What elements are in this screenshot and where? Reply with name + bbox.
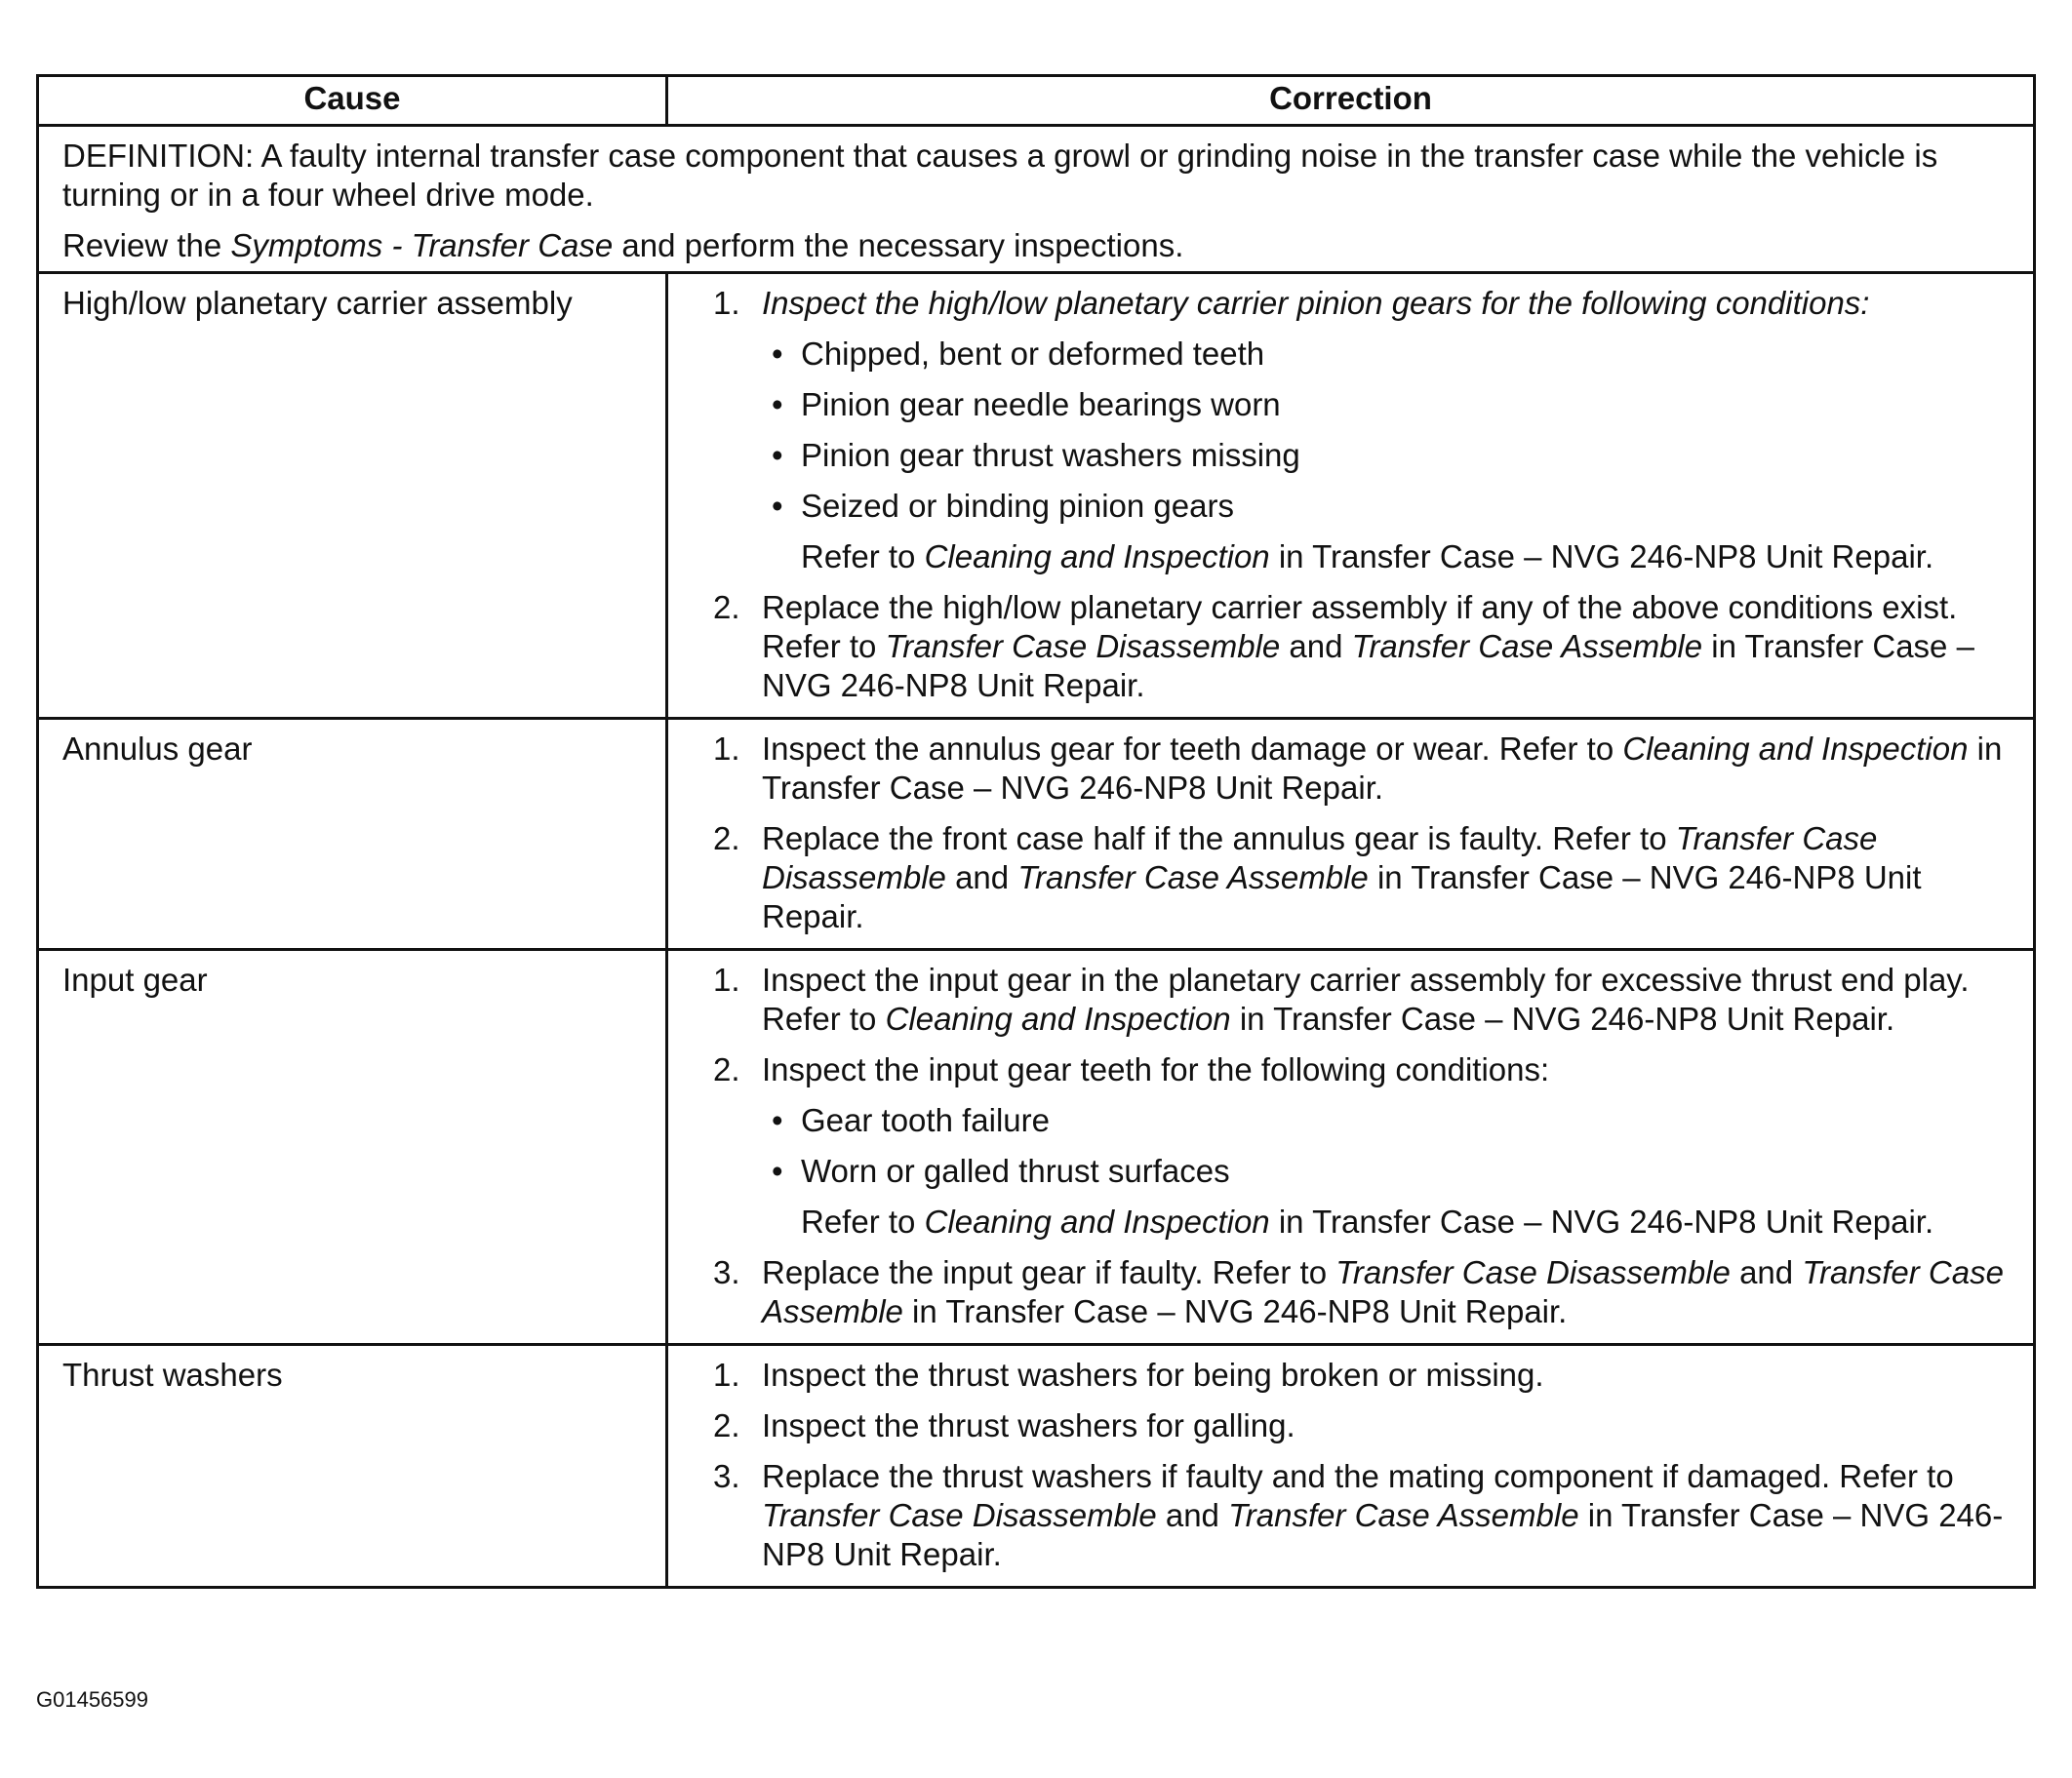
step-text: in Transfer Case – NVG 246-NP8 Unit Repair. [902, 1293, 1568, 1329]
step-text: Inspect the thrust washers for being broken or missing. [762, 1357, 1544, 1393]
step-number: 3. [713, 1458, 740, 1494]
step-text: in Transfer Case – NVG 246-NP8 Unit Repair. [762, 1497, 2004, 1572]
definition-cell [38, 126, 2035, 273]
step-text: Replace the front case half if the annulus gear is faulty. Refer to [762, 820, 1676, 856]
step-number: 2. [713, 820, 740, 856]
step-text: Inspect the high/low planetary carrier pinion gears for the following conditions: [762, 285, 1870, 321]
reference-link: Transfer Case Disassemble [762, 1497, 1157, 1533]
cause-cell: Input gear [38, 950, 667, 1345]
correction-steps [713, 961, 2017, 1331]
reference-link: Cleaning and Inspection [924, 538, 1270, 574]
correction-steps [713, 1356, 2017, 1574]
step-number: 2. [713, 1051, 740, 1087]
step-number: 1. [713, 731, 740, 767]
correction-steps [713, 730, 2017, 936]
condition-text: Seized or binding pinion gears [801, 488, 1234, 524]
review-text-post: and perform the necessary inspections. [613, 227, 1184, 263]
reference-link: Transfer Case Disassemble [762, 820, 1878, 895]
condition-item [772, 1101, 2017, 1140]
step-number: 2. [713, 1407, 740, 1443]
step-body [762, 1457, 2017, 1574]
definition-row [38, 126, 2035, 273]
step-number: 1. [713, 285, 740, 321]
correction-cell [667, 1345, 2035, 1588]
step-item [713, 1406, 2017, 1445]
cause-header: Cause [38, 76, 667, 126]
step-item [713, 1457, 2017, 1574]
step-body [762, 1406, 2017, 1445]
condition-list [762, 335, 2017, 526]
step-text: in Transfer Case – NVG 246-NP8 Unit Repair. [762, 731, 2003, 806]
step-item [713, 961, 2017, 1039]
step-item [713, 588, 2017, 705]
correction-steps [713, 284, 2017, 705]
condition-text: Pinion gear needle bearings worn [801, 386, 1281, 422]
table-row [38, 950, 2035, 1345]
bullet-icon: • [772, 437, 783, 473]
definition-text: DEFINITION: A faulty internal transfer case component that causes a growl or grinding noise in the transfer case while the vehicle is turning or in a four wheel drive mode. [62, 138, 1938, 213]
symptoms-reference: Symptoms - Transfer Case [230, 227, 614, 263]
step-text: Replace the input gear if faulty. Refer to [762, 1254, 1336, 1290]
step-text: in Transfer Case – NVG 246-NP8 Unit Repair. [1230, 1001, 1895, 1037]
correction-cell [667, 273, 2035, 719]
step-body [762, 961, 2017, 1039]
step-text: Inspect the input gear teeth for the following conditions: [762, 1051, 1550, 1087]
condition-text: Pinion gear thrust washers missing [801, 437, 1300, 473]
image-id-label: G01456599 [36, 1687, 148, 1712]
condition-text: Chipped, bent or deformed teeth [801, 336, 1265, 372]
condition-text: Gear tooth failure [801, 1102, 1050, 1138]
step-number: 1. [713, 1357, 740, 1393]
bullet-icon: • [772, 386, 783, 422]
cause-cell: High/low planetary carrier assembly [38, 273, 667, 719]
bullet-icon: • [772, 1102, 783, 1138]
condition-item [772, 436, 2017, 475]
condition-item [772, 335, 2017, 374]
table-row [38, 273, 2035, 719]
condition-item [772, 1152, 2017, 1191]
correction-cell [667, 719, 2035, 950]
reference-note [801, 1203, 2017, 1242]
step-item [713, 1253, 2017, 1331]
bullet-icon: • [772, 1153, 783, 1189]
reference-pre: Refer to [801, 1204, 925, 1240]
step-item [713, 1050, 2017, 1242]
reference-link: Cleaning and Inspection [1622, 731, 1969, 767]
cause-cell: Annulus gear [38, 719, 667, 950]
reference-link: Transfer Case Assemble [1228, 1497, 1579, 1533]
cause-cell: Thrust washers [38, 1345, 667, 1588]
review-text-pre: Review the [62, 227, 231, 263]
condition-list [762, 1101, 2017, 1191]
bullet-icon: • [772, 488, 783, 524]
step-text: Replace the thrust washers if faulty and the mating component if damaged. Refer to [762, 1458, 1954, 1494]
step-number: 1. [713, 962, 740, 998]
step-body [762, 1050, 2017, 1242]
condition-item [772, 487, 2017, 526]
step-body [762, 730, 2017, 808]
bullet-icon: • [772, 336, 783, 372]
reference-note [801, 537, 2017, 576]
reference-link: Transfer Case Assemble [1017, 859, 1369, 895]
condition-text: Worn or galled thrust surfaces [801, 1153, 1230, 1189]
step-text: Inspect the input gear in the planetary carrier assembly for excessive thrust end play. Refer to [762, 962, 1970, 1037]
step-item [713, 284, 2017, 576]
reference-link: Transfer Case Assemble [1351, 628, 1703, 664]
step-item [713, 730, 2017, 808]
reference-link: Transfer Case Disassemble [885, 628, 1281, 664]
step-body [762, 819, 2017, 936]
step-text: and [1280, 628, 1352, 664]
correction-header: Correction [667, 76, 2035, 126]
step-text: Inspect the thrust washers for galling. [762, 1407, 1295, 1443]
reference-link: Cleaning and Inspection [885, 1001, 1231, 1037]
reference-pre: Refer to [801, 538, 925, 574]
step-body [762, 1356, 2017, 1395]
step-item [713, 1356, 2017, 1395]
review-text [62, 226, 2010, 265]
correction-cell [667, 950, 2035, 1345]
reference-link: Cleaning and Inspection [924, 1204, 1270, 1240]
step-text: and [1156, 1497, 1229, 1533]
step-text: Replace the high/low planetary carrier assembly if any of the above conditions exist. Refer to [762, 589, 1958, 664]
table-row [38, 1345, 2035, 1588]
step-text: in Transfer Case – NVG 246-NP8 Unit Repair. [762, 628, 1974, 703]
step-text: in Transfer Case – NVG 246-NP8 Unit Repair. [762, 859, 1922, 934]
step-number: 2. [713, 589, 740, 625]
reference-post: in Transfer Case – NVG 246-NP8 Unit Repair. [1269, 538, 1934, 574]
header-row [38, 76, 2035, 126]
step-item [713, 819, 2017, 936]
diagnostic-table [36, 74, 2036, 1589]
step-text: Inspect the annulus gear for teeth damage or wear. Refer to [762, 731, 1623, 767]
reference-post: in Transfer Case – NVG 246-NP8 Unit Repair. [1269, 1204, 1934, 1240]
step-body [762, 284, 2017, 576]
step-body [762, 1253, 2017, 1331]
condition-item [772, 385, 2017, 424]
step-body [762, 588, 2017, 705]
step-number: 3. [713, 1254, 740, 1290]
step-text: and [1730, 1254, 1803, 1290]
reference-link: Transfer Case Disassemble [1335, 1254, 1731, 1290]
table-row [38, 719, 2035, 950]
reference-link: Transfer Case Assemble [762, 1254, 2004, 1329]
step-text: and [945, 859, 1018, 895]
